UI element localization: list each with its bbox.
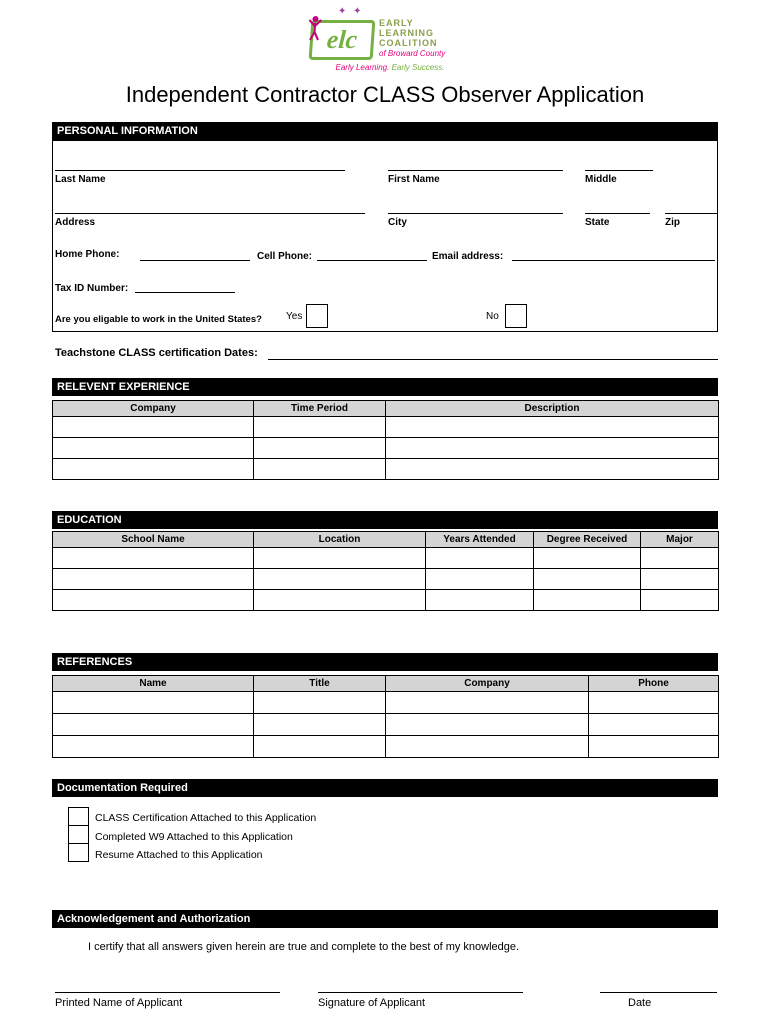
education-cell[interactable] [53,569,254,590]
experience-cell[interactable] [254,459,386,480]
zip-label: Zip [665,217,680,228]
first-name-label: First Name [388,174,440,185]
last-name-label: Last Name [55,174,106,185]
zip-field[interactable] [665,213,717,214]
experience-cell[interactable] [386,459,719,480]
education-row [53,569,719,590]
references-cell[interactable] [589,714,719,736]
education-cell[interactable] [641,569,719,590]
references-col-name: Name [53,676,254,692]
middle-name-field[interactable] [585,170,653,171]
logo-line-learning: LEARNING [379,28,434,38]
references-col-company: Company [386,676,589,692]
home-phone-label: Home Phone: [55,249,120,260]
references-row [53,692,719,714]
education-cell[interactable] [254,590,426,611]
class-certification-label: CLASS Certification Attached to this Application [95,812,317,824]
experience-col-time-period: Time Period [254,401,386,417]
completed-w9-checkbox[interactable] [68,825,89,844]
education-table [52,531,719,611]
eligible-label: Are you eligable to work in the United States? [55,314,262,325]
education-col-major: Major [641,532,719,548]
references-cell[interactable] [386,736,589,758]
experience-cell[interactable] [386,438,719,459]
experience-table [52,400,719,480]
eligible-no-checkbox[interactable] [505,304,527,328]
logo-book-icon [309,20,376,60]
personal-information-box [52,140,718,332]
references-cell[interactable] [589,692,719,714]
references-cell[interactable] [53,736,254,758]
references-col-phone: Phone [589,676,719,692]
elc-logo [310,8,470,80]
references-cell[interactable] [254,714,386,736]
experience-cell[interactable] [254,417,386,438]
references-cell[interactable] [53,692,254,714]
experience-cell[interactable] [386,417,719,438]
references-cell[interactable] [386,714,589,736]
education-row [53,548,719,569]
logo-line-coalition: COALITION [379,38,438,48]
printed-name-label: Printed Name of Applicant [55,997,183,1009]
education-cell[interactable] [254,548,426,569]
experience-cell[interactable] [53,438,254,459]
education-col-school: School Name [53,532,254,548]
references-cell[interactable] [53,714,254,736]
references-cell[interactable] [386,692,589,714]
tax-id-field[interactable] [135,292,235,293]
yes-label: Yes [286,311,303,322]
city-field[interactable] [388,213,563,214]
education-cell[interactable] [426,569,534,590]
email-field[interactable] [512,260,715,261]
certification-dates-label: Teachstone CLASS certification Dates: [55,347,258,359]
education-cell[interactable] [426,590,534,611]
education-cell[interactable] [641,590,719,611]
experience-row [53,438,719,459]
logo-line-county: of Broward County [379,49,446,58]
resume-label: Resume Attached to this Application [95,849,263,861]
experience-header: RELEVENT EXPERIENCE [52,378,718,396]
date-field[interactable] [600,992,717,993]
signature-field[interactable] [318,992,523,993]
references-header: REFERENCES [52,653,718,671]
address-field[interactable] [55,213,365,214]
logo-wordmark: elc [325,25,359,54]
education-cell[interactable] [534,548,641,569]
logo-person-icon [307,15,323,46]
email-label: Email address: [432,251,504,262]
cell-phone-field[interactable] [317,260,427,261]
state-field[interactable] [585,213,650,214]
education-cell[interactable] [534,590,641,611]
education-col-degree: Degree Received [534,532,641,548]
references-table [52,675,719,758]
city-label: City [388,217,407,228]
education-cell[interactable] [53,548,254,569]
references-row [53,736,719,758]
acknowledgement-header: Acknowledgement and Authorization [52,910,718,928]
logo-tagline: Early Learning. Early Success. [335,63,445,72]
logo-stars-icon: ✦ ✦ [338,6,364,17]
references-cell[interactable] [589,736,719,758]
tax-id-label: Tax ID Number: [55,283,129,294]
references-row [53,714,719,736]
middle-name-label: Middle [585,174,617,185]
education-cell[interactable] [426,548,534,569]
cell-phone-label: Cell Phone: [257,251,313,262]
experience-cell[interactable] [53,459,254,480]
experience-col-description: Description [386,401,719,417]
experience-col-company: Company [53,401,254,417]
personal-information-header: PERSONAL INFORMATION [52,122,718,140]
printed-name-field[interactable] [55,992,280,993]
experience-row [53,459,719,480]
education-row [53,590,719,611]
first-name-field[interactable] [388,170,563,171]
certification-dates-field[interactable] [268,359,718,360]
date-label: Date [628,997,652,1009]
education-cell[interactable] [53,590,254,611]
education-col-location: Location [254,532,426,548]
experience-cell[interactable] [53,417,254,438]
education-col-years: Years Attended [426,532,534,548]
education-cell[interactable] [534,569,641,590]
experience-row [53,417,719,438]
references-cell[interactable] [254,736,386,758]
eligible-yes-checkbox[interactable] [306,304,328,328]
education-header: EDUCATION [52,511,718,529]
address-label: Address [55,217,96,228]
documentation-header: Documentation Required [52,779,718,797]
references-cell[interactable] [254,692,386,714]
home-phone-field[interactable] [140,260,250,261]
no-label: No [486,311,499,322]
last-name-field[interactable] [55,170,345,171]
education-cell[interactable] [641,548,719,569]
education-cell[interactable] [254,569,426,590]
page-title: Independent Contractor CLASS Observer Application [125,82,645,107]
logo-line-early: EARLY [379,18,414,28]
logo-text-block [379,18,445,59]
experience-cell[interactable] [254,438,386,459]
resume-checkbox[interactable] [68,843,89,862]
signature-label: Signature of Applicant [318,997,426,1009]
class-certification-checkbox[interactable] [68,807,89,826]
references-col-title: Title [254,676,386,692]
state-label: State [585,217,610,228]
certify-statement: I certify that all answers given herein are true and complete to the best of my knowledge. [88,941,520,953]
completed-w9-label: Completed W9 Attached to this Application [95,831,293,843]
